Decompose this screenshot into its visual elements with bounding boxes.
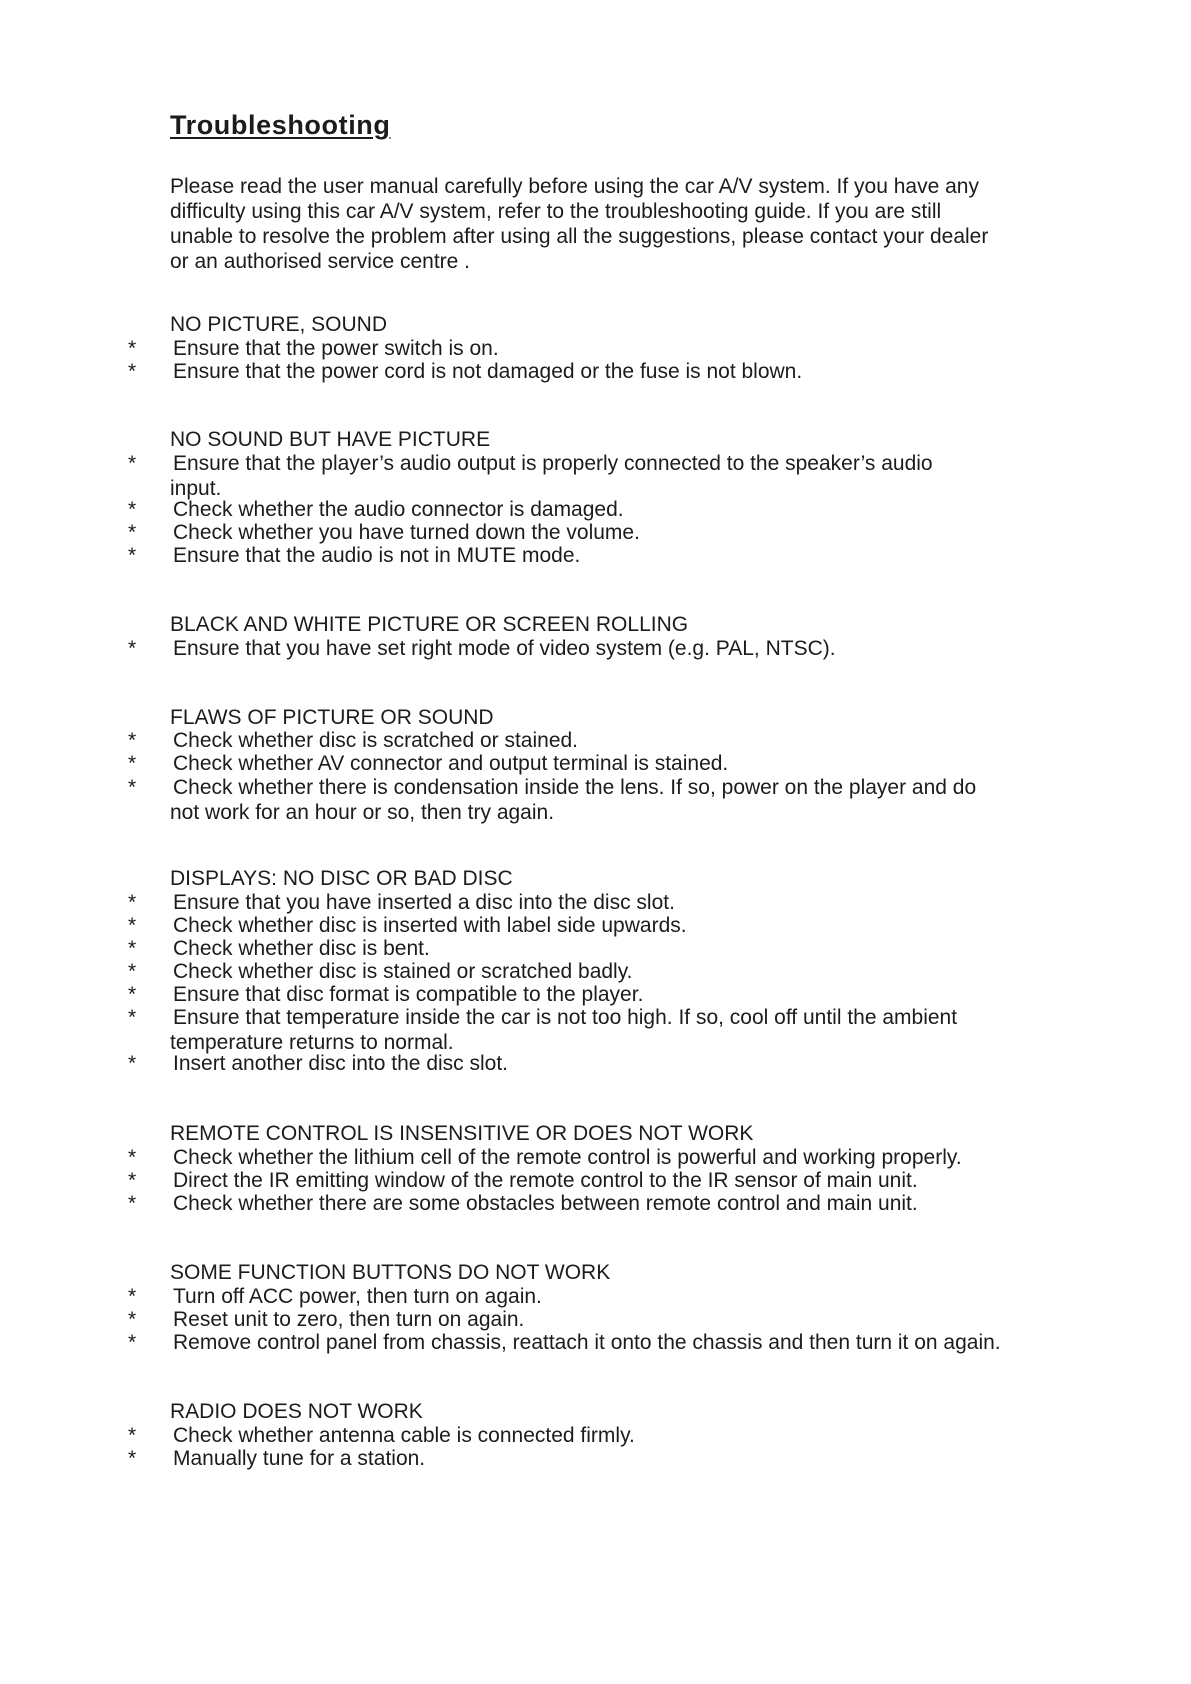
bullet-marker: * — [128, 729, 137, 752]
bullet-marker: * — [128, 937, 137, 960]
bullet-text: Check whether disc is scratched or stained. — [173, 729, 579, 752]
bullet-text: Ensure that you have inserted a disc into the disc slot. — [173, 891, 675, 914]
bullet-text: Manually tune for a station. — [173, 1447, 426, 1470]
intro-paragraph — [170, 174, 1090, 274]
bullet-text-continued: not work for an hour or so, then try again. — [170, 801, 555, 824]
section-heading: NO SOUND BUT HAVE PICTURE — [170, 428, 491, 451]
bullet-text: Check whether there is condensation inside the lens. If so, power on the player and do — [173, 776, 977, 799]
bullet-text: Ensure that you have set right mode of video system (e.g. PAL, NTSC). — [173, 637, 836, 660]
bullet-text: Ensure that disc format is compatible to the player. — [173, 983, 644, 1006]
bullet-text: Remove control panel from chassis, reattach it onto the chassis and then turn it on again. — [173, 1331, 1001, 1354]
bullet-marker: * — [128, 891, 137, 914]
bullet-marker: * — [128, 544, 137, 567]
bullet-text: Check whether there are some obstacles between remote control and main unit. — [173, 1192, 918, 1215]
bullet-marker: * — [128, 914, 137, 937]
bullet-marker: * — [128, 1308, 137, 1331]
bullet-text: Ensure that the power cord is not damaged or the fuse is not blown. — [173, 360, 803, 383]
intro-line: Please read the user manual carefully before using the car A/V system. If you have any — [170, 175, 979, 198]
section-heading: RADIO DOES NOT WORK — [170, 1400, 423, 1423]
bullet-text: Check whether you have turned down the volume. — [173, 521, 640, 544]
bullet-marker: * — [128, 1285, 137, 1308]
bullet-text: Check whether the audio connector is damaged. — [173, 498, 624, 521]
bullet-text: Ensure that the power switch is on. — [173, 337, 499, 360]
bullet-marker: * — [128, 960, 137, 983]
bullet-text: Check whether antenna cable is connected firmly. — [173, 1424, 635, 1447]
bullet-text: Check whether the lithium cell of the remote control is powerful and working properly. — [173, 1146, 962, 1169]
bullet-marker: * — [128, 1146, 137, 1169]
section-heading: DISPLAYS: NO DISC OR BAD DISC — [170, 867, 513, 890]
bullet-text: Check whether disc is bent. — [173, 937, 430, 960]
bullet-marker: * — [128, 752, 137, 775]
intro-line: difficulty using this car A/V system, refer to the troubleshooting guide. If you are still — [170, 200, 942, 223]
bullet-text: Ensure that temperature inside the car is not too high. If so, cool off until the ambient — [173, 1006, 958, 1029]
intro-line: unable to resolve the problem after using all the suggestions, please contact your dealer — [170, 225, 989, 248]
bullet-marker: * — [128, 498, 137, 521]
bullet-marker: * — [128, 1424, 137, 1447]
bullet-marker: * — [128, 360, 137, 383]
page-title: Troubleshooting — [170, 110, 391, 140]
bullet-marker: * — [128, 1192, 137, 1215]
intro-line: or an authorised service centre . — [170, 250, 470, 273]
bullet-marker: * — [128, 1052, 137, 1075]
bullet-marker: * — [128, 1006, 137, 1029]
bullet-text: Turn off ACC power, then turn on again. — [173, 1285, 542, 1308]
bullet-text: Ensure that the audio is not in MUTE mode. — [173, 544, 581, 567]
bullet-text: Check whether AV connector and output terminal is stained. — [173, 752, 729, 775]
bullet-text: Direct the IR emitting window of the remote control to the IR sensor of main unit. — [173, 1169, 918, 1192]
bullet-text: Insert another disc into the disc slot. — [173, 1052, 509, 1075]
bullet-text: Reset unit to zero, then turn on again. — [173, 1308, 525, 1331]
section-heading: FLAWS OF PICTURE OR SOUND — [170, 706, 494, 729]
bullet-marker: * — [128, 1169, 137, 1192]
bullet-marker: * — [128, 337, 137, 360]
bullet-marker: * — [128, 776, 137, 799]
bullet-text: Check whether disc is inserted with label side upwards. — [173, 914, 687, 937]
bullet-marker: * — [128, 983, 137, 1006]
bullet-marker: * — [128, 521, 137, 544]
bullet-text-continued: input. — [170, 477, 222, 500]
bullet-text: Check whether disc is stained or scratched badly. — [173, 960, 633, 983]
bullet-text: Ensure that the player’s audio output is properly connected to the speaker’s audio — [173, 452, 933, 475]
section-heading: BLACK AND WHITE PICTURE OR SCREEN ROLLING — [170, 613, 689, 636]
section-heading: SOME FUNCTION BUTTONS DO NOT WORK — [170, 1261, 611, 1284]
bullet-marker: * — [128, 1447, 137, 1470]
section-heading: REMOTE CONTROL IS INSENSITIVE OR DOES NOT WORK — [170, 1122, 754, 1145]
bullet-marker: * — [128, 637, 137, 660]
bullet-marker: * — [128, 452, 137, 475]
bullet-marker: * — [128, 1331, 137, 1354]
section-heading: NO PICTURE, SOUND — [170, 313, 388, 336]
bullet-text-continued: temperature returns to normal. — [170, 1031, 454, 1054]
